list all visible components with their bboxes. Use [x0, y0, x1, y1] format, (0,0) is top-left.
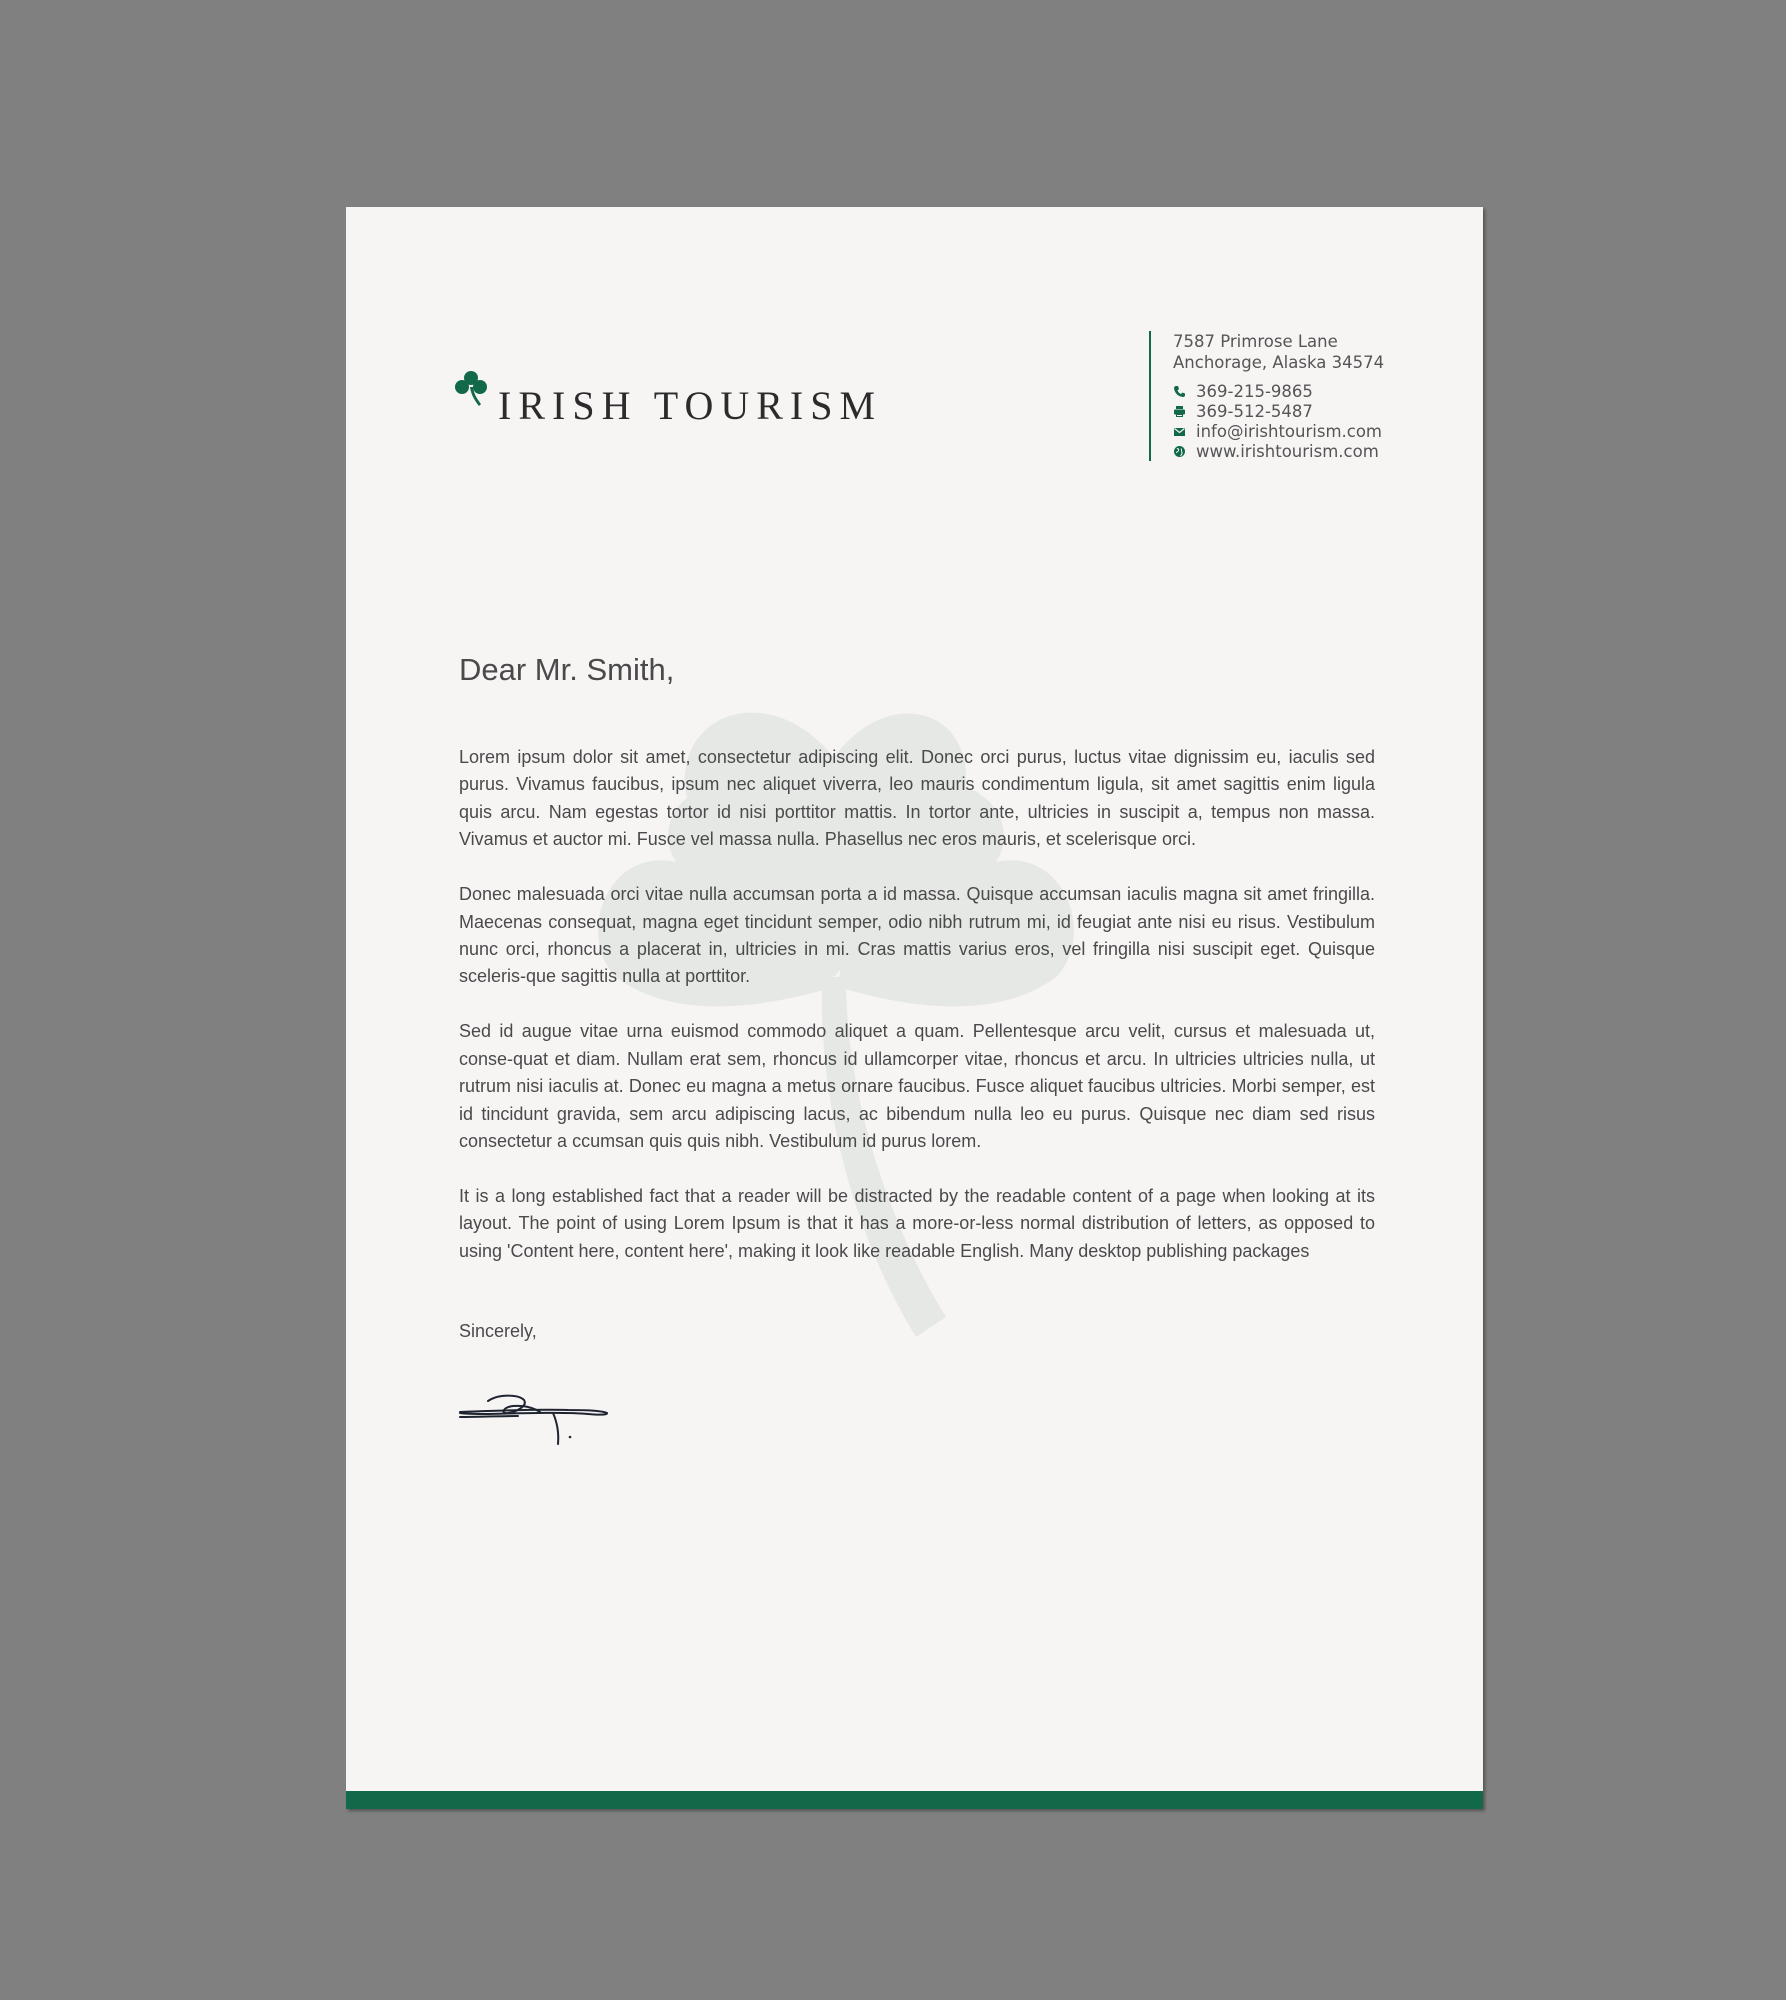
website-link[interactable]: www.irishtourism.com: [1196, 441, 1379, 461]
fax-icon: [1173, 405, 1186, 418]
shamrock-icon: [454, 369, 488, 407]
address-line-2: Anchorage, Alaska 34574: [1173, 353, 1385, 372]
letter-body: [459, 744, 1375, 1293]
contact-phone: [1173, 381, 1413, 401]
phone-number: 369-215-9865: [1196, 381, 1313, 401]
contact-email[interactable]: [1173, 421, 1413, 441]
globe-icon: [1173, 445, 1186, 458]
mail-icon: [1173, 425, 1186, 438]
paragraph: Sed id augue vitae urna euismod commodo aliquet a quam. Pellentesque arcu velit, cursus et malesuada ut, conse-quat et diam. Nullam erat sem, rhoncus id ullamcorper vitae, rhoncus et arcu. In ultricies ultricies nulla, ut rutrum nisi iaculis at. Donec eu magna a metus ornare faucibus. Fusce aliquet faucibus ultricies. Morbi semper, est id tincidunt gravida, sem arcu adipiscing lacus, ac bibendum nulla leo eu purus. Quisque nec diam sed risus consectetur a ccumsan quis quis nibh. Vestibulum id purus lorem.: [459, 1021, 1375, 1152]
contact-website[interactable]: [1173, 441, 1413, 461]
address-line-1: 7587 Primrose Lane: [1173, 332, 1338, 351]
contact-block: [1149, 331, 1413, 461]
signature: [458, 1382, 610, 1446]
phone-icon: [1173, 385, 1186, 398]
salutation: Dear Mr. Smith,: [459, 652, 675, 687]
contact-fax: [1173, 401, 1413, 421]
paragraph: It is a long established fact that a reader will be distracted by the readable content of a page when looking at its layout. The point of using Lorem Ipsum is that it has a more-or-less normal distribution of letters, as opposed to using 'Content here, content here', making it look like readable English. Many desktop publishing packages: [459, 1186, 1375, 1261]
fax-number: 369-512-5487: [1196, 401, 1313, 421]
footer-bar: [346, 1791, 1483, 1809]
email-link[interactable]: info@irishtourism.com: [1196, 421, 1382, 441]
letterhead-page: [346, 207, 1483, 1809]
closing: Sincerely,: [459, 1321, 537, 1341]
brand-name: IRISH TOURISM: [498, 383, 883, 428]
paragraph: Donec malesuada orci vitae nulla accumsan porta a id massa. Quisque accumsan iaculis magna sit amet fringilla. Maecenas consequat, magna eget tincidunt semper, odio nibh rutrum mi, id feugiat ante nisi eu risus. Vestibulum nunc orci, rhoncus a placerat in, ultricies in mi. Cras mattis varius eros, vel fringilla nisi suscipit eget. Quisque sceleris-que sagittis nulla at porttitor.: [459, 884, 1375, 987]
paragraph: Lorem ipsum dolor sit amet, consectetur adipiscing elit. Donec orci purus, luctus vitae dignissim eu, iaculis sed purus. Vivamus faucibus, ipsum nec aliquet viverra, leo mauris condimentum ligula, sit amet sagittis enim ligula quis arcu. Nam egestas tortor id nisi porttitor mattis. In tortor ante, ultricies in suscipit a, tempus non massa. Vivamus et auctor mi. Fusce vel massa nulla. Phasellus nec eros mauris, et scelerisque orci.: [459, 747, 1375, 850]
